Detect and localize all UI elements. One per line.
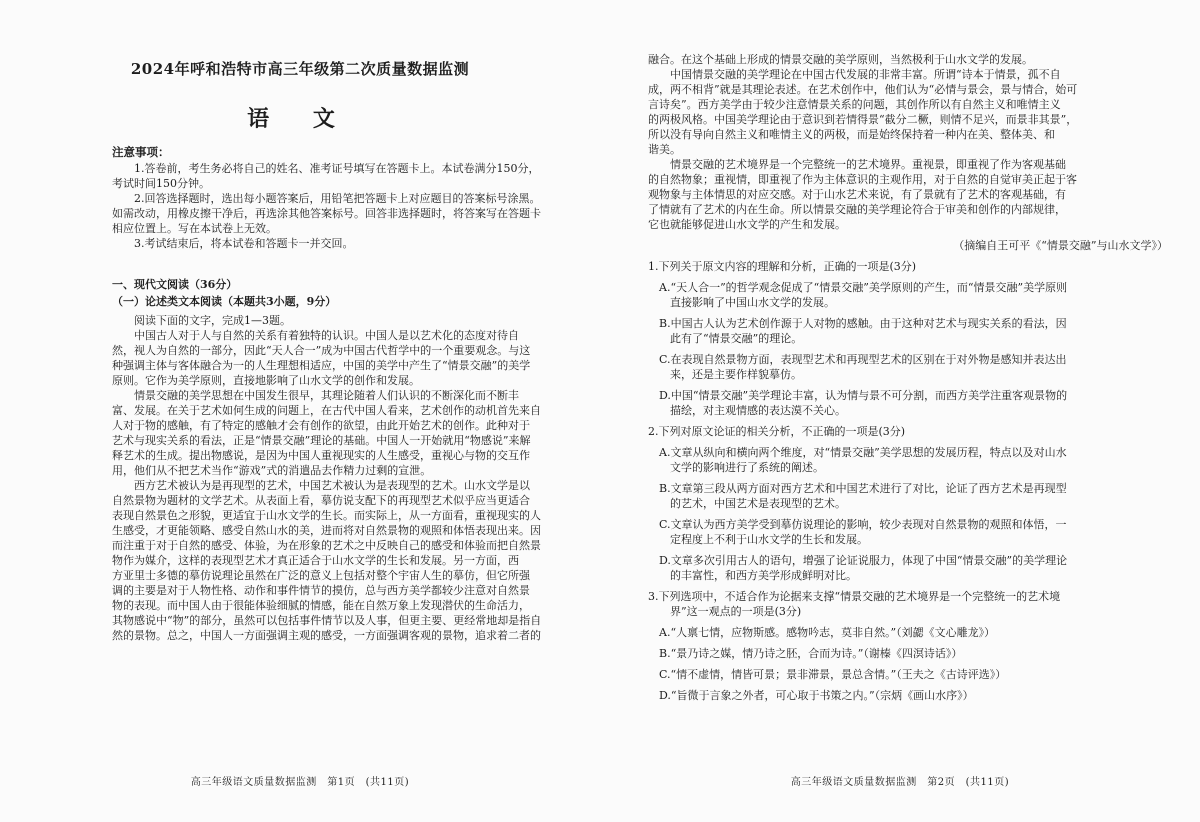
option-1c-cont: 来，还是主要作样貌摹仿。 xyxy=(670,368,802,381)
question-3-stem-cont: 界”这一观点的一项是(3分) xyxy=(670,605,802,618)
passage-line: 中国情景交融的美学理论在中国古代发展的非常丰富。所谓“诗本于情景，孤不自 xyxy=(670,68,1061,81)
option-2a: A.文章从纵向和横向两个维度，对“情景交融”美学思想的发展历程，特点以及对山水 xyxy=(659,446,1067,459)
passage-line: 它也就能够促进山水文学的产生和发展。 xyxy=(648,218,846,231)
exam-title: 2024年呼和浩特市高三年级第二次质量数据监测 xyxy=(130,60,470,78)
passage-line: 而注重于对于自然的感受、体验，为在形象的艺术之中反映自己的感受和体验而把自然景 xyxy=(112,539,541,552)
passage-line: 融合。在这个基础上形成的情景交融的美学原则，当然极利于山水文学的发展。 xyxy=(648,53,1033,66)
instruction: 阅读下面的文字，完成1—3题。 xyxy=(134,314,291,327)
section-part1: 一、现代文阅读（36分） xyxy=(112,278,238,291)
passage-line: 了情就有了艺术的内在生命。所以情景交融的美学理论符合于审美和创作的内部规律， xyxy=(648,203,1066,216)
passage-line: 种强调主体与客体融合为一的人生理想相适应，中国的美学中产生了“情景交融”的美学 xyxy=(112,359,531,372)
section-part1a: （一）论述类文本阅读（本题共3小题，9分） xyxy=(112,295,337,308)
passage-line: 其物感说中“物”的部分，虽然可以包括事件情节以及人事，但更主要、更经常地却是指自 xyxy=(112,614,542,627)
option-2d: D.文章多次引用古人的语句，增强了论证说服力，体现了中国“情景交融”的美学理论 xyxy=(659,554,1068,567)
passage-line: 释艺术的生成。提出物感说，是因为中国人重视现实的人生感受，重视心与物的交互作 xyxy=(112,449,530,462)
passage-line: 成，两不相背”就是其理论表述。在艺术创作中，他们认为“必情与景会，景与情合，始可 xyxy=(648,83,1078,96)
passage-line: 原则。它作为美学原则，直接地影响了山水文学的创作和发展。 xyxy=(112,374,420,387)
option-1a: A.“天人合一”的哲学观念促成了“情景交融”美学原则的产生，而“情景交融”美学原则 xyxy=(659,281,1068,294)
notes-heading: 注意事项： xyxy=(112,145,170,159)
passage-line: 然，视人为自然的一部分，因此“天人合一”成为中国古代哲学中的一个重要观念。与这 xyxy=(112,344,531,357)
passage-line: 所以没有导向自然主义和唯情主义的两极，而是始终保持着一种内在美、整体美、和 xyxy=(648,128,1055,141)
passage-line: 用，他们从不把艺术当作“游戏”式的消遣品去作精力过剩的宣泄。 xyxy=(112,464,432,477)
subject-title: 语 文 xyxy=(247,106,353,132)
option-2d-cont: 的丰富性，和西方美学形成鲜明对比。 xyxy=(670,569,857,582)
option-2b-cont: 的艺术，中国艺术是表现型的艺术。 xyxy=(670,497,846,510)
passage-line: 谐美。 xyxy=(648,143,681,156)
citation: （摘编自王可平《“情景交融”与山水文学》） xyxy=(953,239,1168,252)
passage-line: 艺术与现实关系的看法，正是“情景交融”理论的基础。中国人一开始就用“物感说”来解 xyxy=(112,434,531,447)
option-2b: B.文章第三段从两方面对西方艺术和中国艺术进行了对比，论证了西方艺术是再现型 xyxy=(659,482,1067,495)
passage-line: 言诗矣”。西方美学由于较少注意情景关系的问题，其创作所以有自然主义和唯情主义 xyxy=(648,98,1061,111)
passage-line: 中国古人对于人与自然的关系有着独特的认识。中国人是以艺术化的态度对待自 xyxy=(134,329,519,342)
option-1d-cont: 描绘，对主观情感的表达漠不关心。 xyxy=(670,404,846,417)
option-1c: C.在表现自然景物方面，表现型艺术和再现型艺术的区别在于对外物是感知并表达出 xyxy=(659,353,1067,366)
question-3-stem: 3.下列选项中，不适合作为论据来支撑“情景交融的艺术境界是一个完整统一的艺术境 xyxy=(648,590,1061,603)
passage-line: 自然景物为题材的文学艺术。从表面上看，摹仿说支配下的再现型艺术似乎应当更适合 xyxy=(112,494,530,507)
notes-block xyxy=(112,143,564,251)
option-1b: B.中国古人认为艺术创作源于人对物的感触。由于这种对艺术与现实关系的看法，因 xyxy=(659,317,1067,330)
passage-line: 物作为媒介，这样的表现型艺术才真正适合于山水文学的生长和发展。另一方面，西 xyxy=(112,554,519,567)
notes-line: 1.答卷前，考生务必将自己的姓名、准考证号填写在答题卡上。本试卷满分150分， xyxy=(134,162,540,175)
notes-line: 3.考试结束后，将本试卷和答题卡一并交回。 xyxy=(134,237,354,250)
notes-line: 2.回答选择题时，选出每小题答案后，用铅笔把答题卡上对应题目的答案标号涂黑。 xyxy=(134,192,541,205)
passage-line: 情景交融的美学思想在中国发生很早，其理论随着人们认识的不断深化而不断丰 xyxy=(134,389,519,402)
passage-line: 物的表现。而中国人由于很能体验细腻的情感，能在自然万象上发现潜伏的生命活力， xyxy=(112,599,530,612)
option-1a-cont: 直接影响了中国山水文学的发展。 xyxy=(670,296,835,309)
option-3d: D.“旨微于言象之外者，可心取于书策之内。”（宗炳《画山水序》） xyxy=(659,689,974,702)
passage-line: 的自然物象；重视情，即重视了作为主体意识的主观作用，对于自然的自觉审美正起于客 xyxy=(648,173,1077,186)
passage-left xyxy=(112,313,564,643)
question-1-stem: 1.下列关于原文内容的理解和分析，正确的一项是(3分) xyxy=(648,260,917,273)
option-3c: C.“情不虚情，情皆可景；景非滞景，景总含情。”（王夫之《古诗评选》） xyxy=(659,668,1007,681)
question-2-stem: 2.下列对原文论证的相关分析，不正确的一项是(3分) xyxy=(648,425,906,438)
notes-line: 考试时间150分钟。 xyxy=(112,177,210,190)
option-2c: C.文章认为西方美学受到摹仿说理论的影响，较少表现对自然景物的观照和体悟，一 xyxy=(659,518,1067,531)
passage-line: 调的主要是对于人物性格、动作和事件情节的摸仿，总与西方美学都较少注意对自然景 xyxy=(112,584,530,597)
passage-line: 人对于物的感触，有了特定的感触才会有创作的欲望，由此开始艺术的创作。此种对于 xyxy=(112,419,530,432)
option-2c-cont: 定程度上不利于山水文学的生长和发展。 xyxy=(670,533,868,546)
passage-line: 情景交融的艺术境界是一个完整统一的艺术境界。重视景，即重视了作为客观基础 xyxy=(670,158,1066,171)
option-3b: B.“景乃诗之媒，情乃诗之胚，合而为诗。”（谢榛《四溟诗话》） xyxy=(659,647,963,660)
passage-line: 表现自然景色之形貌，更适宜于山水文学的生长。而实际上，从一方面看，重视现实的人 xyxy=(112,509,541,522)
passage-line: 生感受，才更能领略、感受自然山水的美，进而将对自然景物的观照和体悟表现出来。因 xyxy=(112,524,541,537)
option-3a: A.“人禀七情，应物斯感。感物吟志，莫非自然。”（刘勰《文心雕龙》） xyxy=(659,626,996,639)
option-1b-cont: 此有了“情景交融”的理论。 xyxy=(670,332,803,345)
passage-line: 富、发展。在关于艺术如何生成的问题上，在古代中国人看来，艺术创作的动机首先来自 xyxy=(112,404,541,417)
option-1d: D.中国“情景交融”美学理论丰富，认为情与景不可分割，而西方美学注重客观景物的 xyxy=(659,389,1068,402)
passage-line: 然的景物。总之，中国人一方面强调主观的感受，一方面强调客观的景物，追求着二者的 xyxy=(112,629,541,642)
page-2 xyxy=(600,0,1200,822)
page-footer: 高三年级语文质量数据监测 第2页 (共11页) xyxy=(790,777,1010,788)
passage-right xyxy=(648,52,1168,703)
passage-line: 方亚里士多德的摹仿说理论虽然在广泛的意义上包括对整个宇宙人生的摹仿，但它所强 xyxy=(112,569,530,582)
page-footer: 高三年级语文质量数据监测 第1页 (共11页) xyxy=(190,777,410,788)
notes-line: 如需改动，用橡皮擦干净后，再选涂其他答案标号。回答非选择题时，将答案写在答题卡 xyxy=(112,207,541,220)
option-2a-cont: 文学的影响进行了系统的阐述。 xyxy=(670,461,824,474)
passage-line: 的两极风格。中国美学理论由于意识到若情得景“截分二橛，则情不足兴，而景非其景”， xyxy=(648,113,1078,126)
passage-line: 观物象与主体情思的对应交感。对于山水艺术来说，有了景就有了艺术的客观基础，有 xyxy=(648,188,1066,201)
notes-line: 相应位置上。写在本试卷上无效。 xyxy=(112,222,277,235)
passage-line: 西方艺术被认为是再现型的艺术，中国艺术被认为是表现型的艺术。山水文学是以 xyxy=(134,479,530,492)
